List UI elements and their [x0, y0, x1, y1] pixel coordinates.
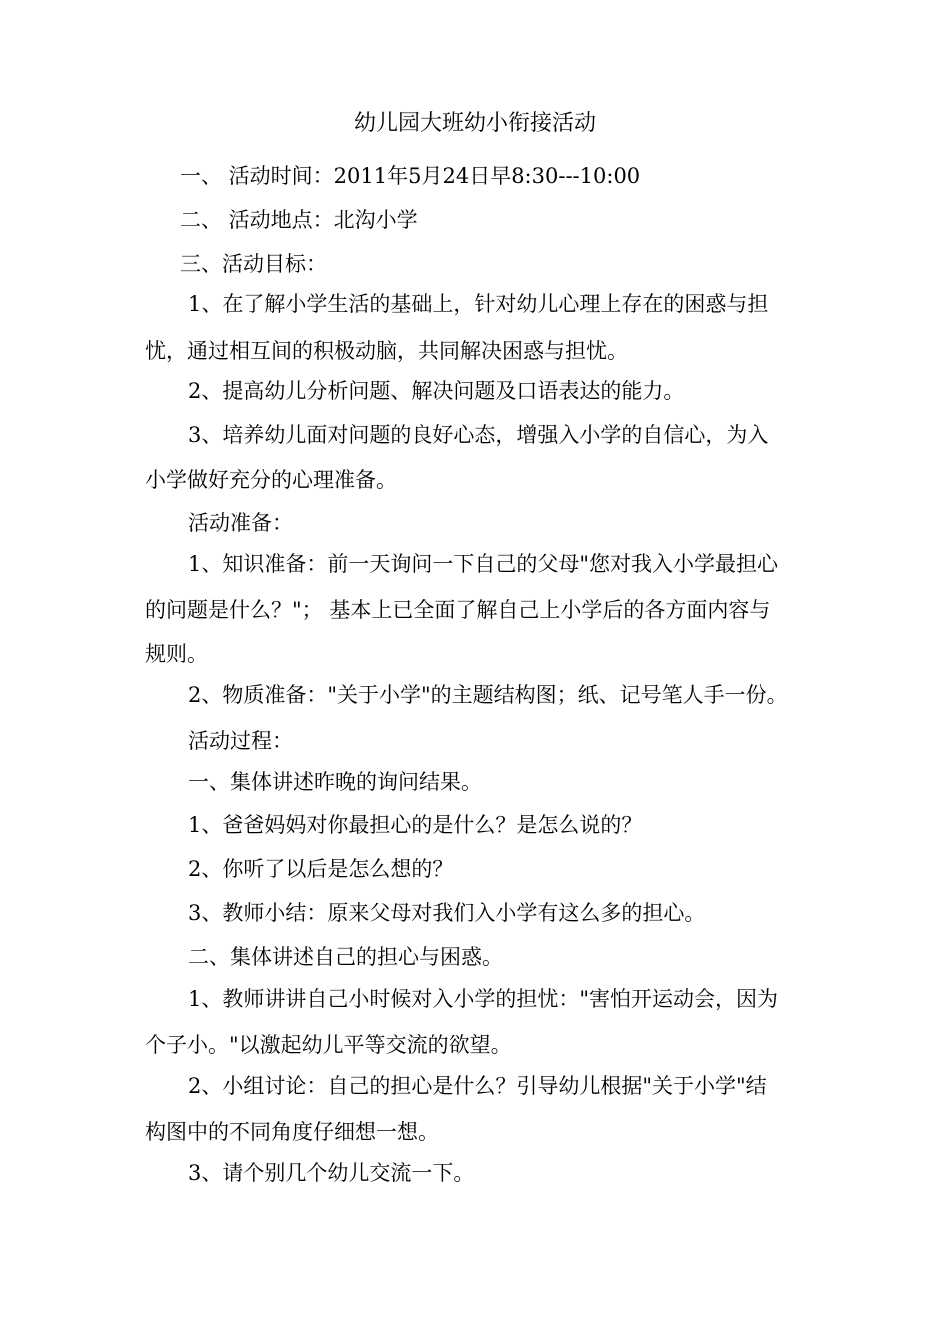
goal-2: 2、提高幼儿分析问题、解决问题及口语表达的能力。 [188, 379, 685, 403]
process-heading: 活动过程： [188, 729, 293, 753]
prep-1-line-1: 1、知识准备：前一天询问一下自己的父母"您对我入小学最担心 [188, 552, 779, 576]
process-2-item-1-line-2: 个子小。"以激起幼儿平等交流的欲望。 [145, 1033, 512, 1057]
process-part-2-heading: 二、集体讲述自己的担心与困惑。 [188, 945, 503, 969]
page-title: 幼儿园大班幼小衔接活动 [353, 111, 596, 136]
goal-3-line-1: 3、培养幼儿面对问题的良好心态，增强入小学的自信心，为入 [188, 423, 769, 447]
process-2-item-2-line-1: 2、小组讨论：自己的担心是什么？引导幼儿根据"关于小学"结 [188, 1074, 767, 1098]
section-goals-heading: 三、活动目标： [180, 252, 327, 276]
goal-3-line-2: 小学做好充分的心理准备。 [145, 468, 397, 492]
goal-1-line-2: 忧，通过相互间的积极动脑，共同解决困惑与担忧。 [145, 339, 628, 363]
process-2-item-2-line-2: 构图中的不同角度仔细想一想。 [145, 1120, 439, 1144]
section-location: 二、 活动地点：北沟小学 [180, 208, 418, 232]
process-2-item-3: 3、请个别几个幼儿交流一下。 [188, 1161, 475, 1185]
process-2-item-1-line-1: 1、教师讲讲自己小时候对入小学的担忧："害怕开运动会，因为 [188, 987, 779, 1011]
process-1-item-1: 1、爸爸妈妈对你最担心的是什么？是怎么说的？ [188, 813, 643, 837]
prep-1-line-2: 的问题是什么？"； 基本上已全面了解自己上小学后的各方面内容与 [145, 598, 771, 622]
goal-1-line-1: 1、在了解小学生活的基础上，针对幼儿心理上存在的困惑与担 [188, 292, 769, 316]
section-time: 一、 活动时间：2011年5月24日早8:30---10:00 [180, 164, 641, 188]
process-1-item-3: 3、教师小结：原来父母对我们入小学有这么多的担心。 [188, 901, 706, 925]
process-part-1-heading: 一、集体讲述昨晚的询问结果。 [188, 770, 482, 794]
process-1-item-2: 2、你听了以后是怎么想的？ [188, 857, 454, 881]
prep-1-line-3: 规则。 [145, 642, 208, 666]
prep-2: 2、物质准备："关于小学"的主题结构图；纸、记号笔人手一份。 [188, 683, 788, 707]
preparation-heading: 活动准备： [188, 511, 293, 535]
